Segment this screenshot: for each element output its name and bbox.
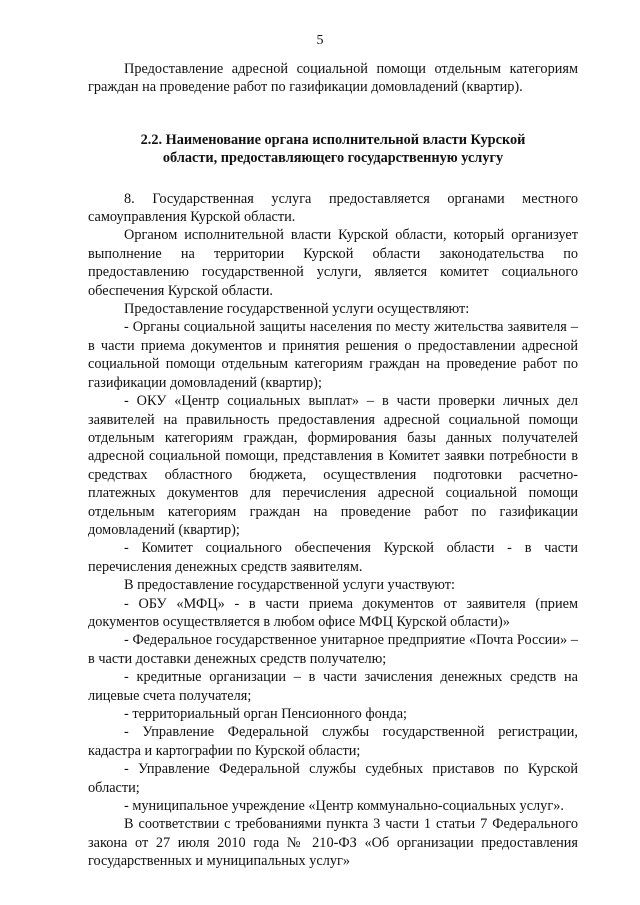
paragraph-committee: - Комитет социального обеспечения Курской области - в части перечисления денежных средств заявителям. bbox=[88, 540, 578, 575]
section-heading bbox=[88, 131, 578, 168]
paragraph-item-8: 8. Государственная услуга предоставляется органами местного самоуправления Курской области. bbox=[88, 190, 578, 226]
paragraph-credit-orgs: - кредитные организации – в части зачисления денежных средств на лицевые счета получателя; bbox=[88, 669, 578, 704]
paragraph-pension-fund: - территориальный орган Пенсионного фонда; bbox=[124, 706, 408, 722]
document-body bbox=[88, 60, 578, 871]
paragraph-mfc: - ОБУ «МФЦ» - в части приема документов от заявителя (прием документов осуществляется в любом офисе МФЦ Курской области)» bbox=[88, 595, 578, 630]
paragraph-oku-center: - ОКУ «Центр социальных выплат» – в части проверки личных дел заявителей на правильность предоставления адресной социальной помощи отдельным категориям граждан, формирования базы данных получателей адресной социальной помощи, представления в Комитет заявки потребности в средствах областного бюджета, осуществления подготовки расчетно-платежных документов для перечисления адресной социальной помощи отдельным категориям граждан на проведение работ по газификации домовладений (квартир); bbox=[88, 393, 578, 538]
section-heading-line-2: области, предоставляющего государственную услугу bbox=[162, 150, 504, 167]
page-number: 5 bbox=[316, 33, 324, 48]
section-heading-line-1: 2.2. Наименование органа исполнительной власти Курской bbox=[140, 131, 526, 148]
paragraph-participants-intro: В предоставление государственной услуги участвуют: bbox=[124, 577, 455, 594]
paragraph-social-protection: - Органы социальной защиты населения по месту жительства заявителя – в части приема документов и принятия решения о предоставлении адресной социальной помощи отдельным категориям граждан на проведение работ по газификации домовладений (квартир); bbox=[88, 319, 578, 391]
paragraph-federal-law: В соответствии с требованиями пункта 3 части 1 статьи 7 Федерального закона от 27 июля 2010 года № 210-ФЗ «Об организации предоставления государственных и муниципальных услуг» bbox=[88, 816, 578, 870]
paragraph-municipal-center: - муниципальное учреждение «Центр коммунально-социальных услуг». bbox=[124, 798, 564, 815]
paragraph-rosreestr: - Управление Федеральной службы государственной регистрации, кадастра и картографии по Курской области; bbox=[88, 724, 578, 759]
paragraph-post: - Федеральное государственное унитарное предприятие «Почта России» – в части доставки денежных средств получателю; bbox=[88, 632, 578, 667]
intro-paragraph: Предоставление адресной социальной помощи отдельным категориям граждан на проведение работ по газификации домовладений (квартир). bbox=[88, 61, 578, 96]
paragraph-bailiffs: - Управление Федеральной службы судебных приставов по Курской области; bbox=[88, 761, 578, 796]
paragraph-executive-body: Органом исполнительной власти Курской области, который организует выполнение на территории Курской области законодательства по предоставлению государственной услуги, является комитет социального обеспечения Курской области. bbox=[88, 227, 578, 299]
paragraph-providers-intro: Предоставление государственной услуги осуществляют: bbox=[124, 301, 470, 318]
